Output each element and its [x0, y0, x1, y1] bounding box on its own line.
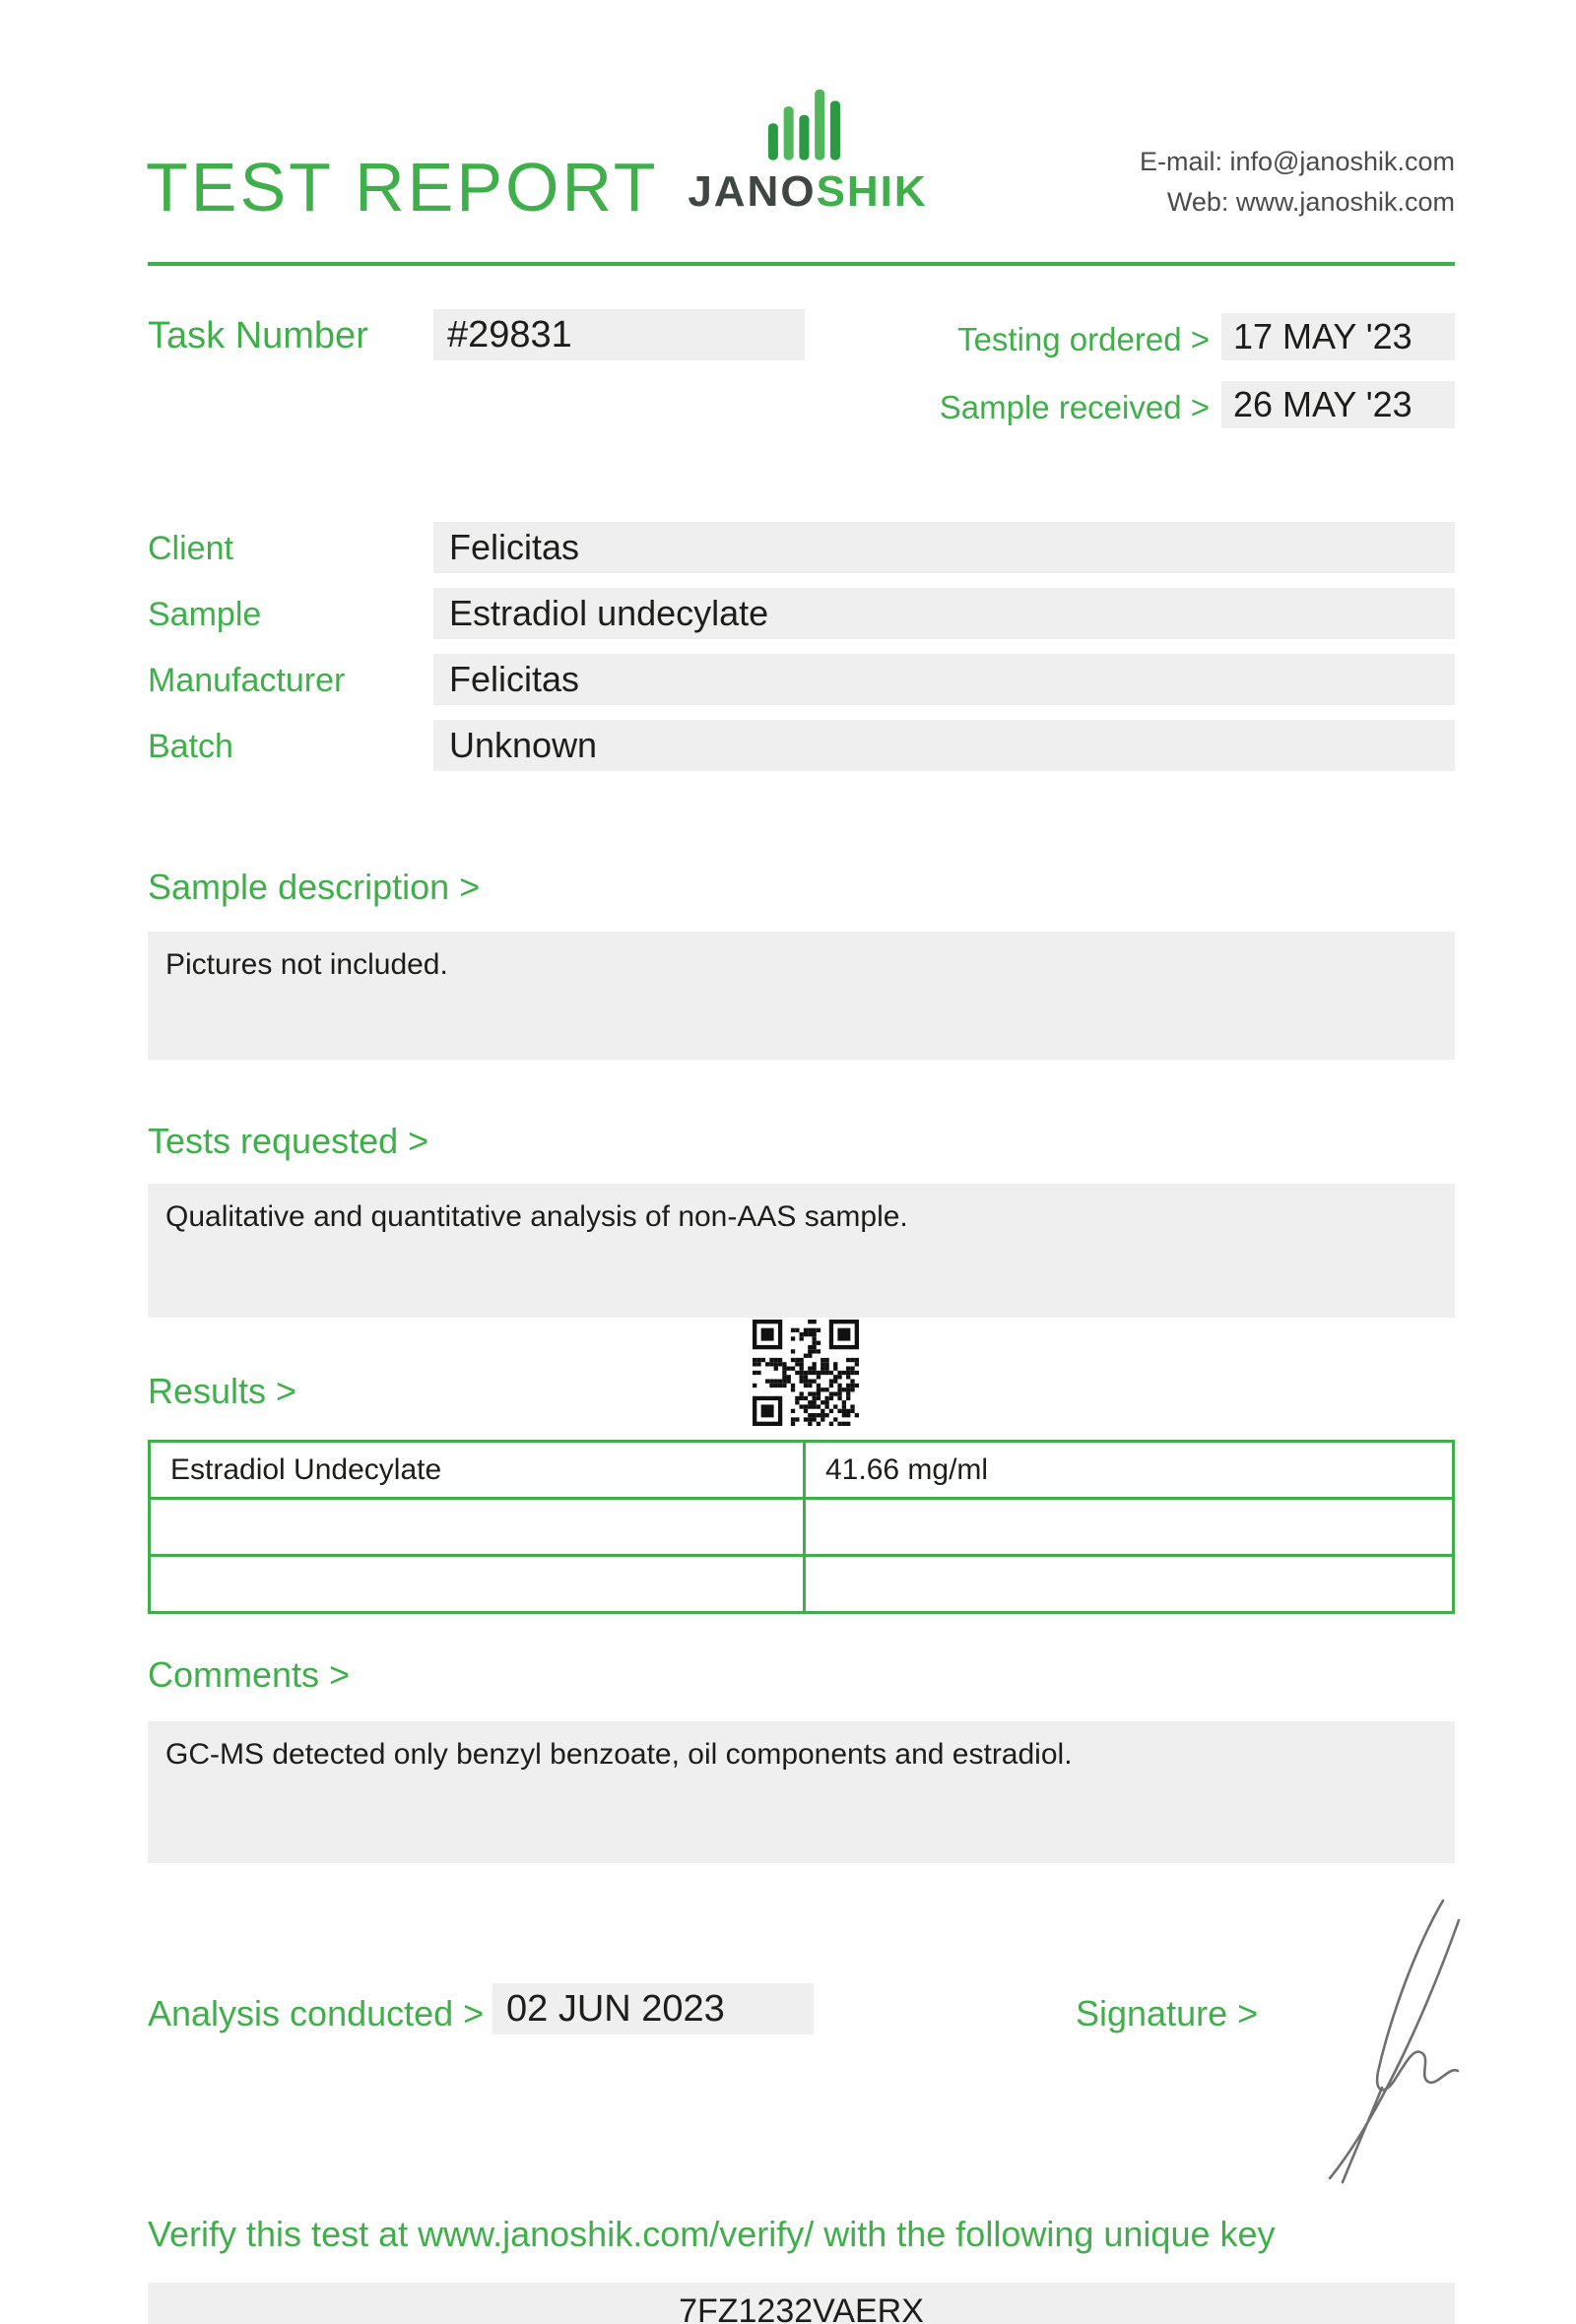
result-analyte: [150, 1499, 805, 1556]
logo-text-shik: SHIK: [816, 167, 928, 216]
comments-heading: Comments >: [148, 1654, 351, 1695]
result-value: [805, 1499, 1454, 1556]
batch-value: Unknown: [433, 720, 1455, 771]
results-heading: Results >: [148, 1371, 297, 1411]
batch-label: Batch: [148, 728, 233, 765]
signature-scribble: [1295, 1883, 1482, 2188]
analysis-conducted-label: Analysis conducted >: [148, 1993, 485, 2034]
results-table: [148, 1440, 1455, 1614]
contact-info: [1140, 142, 1455, 223]
sample-label: Sample: [148, 596, 262, 633]
results-row: [150, 1442, 1454, 1499]
sample-received-date: 26 MAY '23: [1221, 381, 1455, 428]
detail-row-batch: [148, 720, 1455, 771]
detail-row-manufacturer: [148, 654, 1455, 705]
logo-text-jano: JANO: [688, 167, 817, 216]
logo-chart-icon: [765, 75, 850, 163]
client-label: Client: [148, 530, 233, 567]
testing-ordered-label: Testing ordered >: [957, 321, 1210, 357]
verify-key: 7FZ1232VAERX: [148, 2283, 1455, 2324]
result-analyte: [150, 1556, 805, 1613]
web-line: Web: www.janoshik.com: [1166, 187, 1455, 217]
sample-description-heading: Sample description >: [148, 867, 481, 907]
sample-received-label: Sample received >: [939, 389, 1210, 425]
analysis-conducted-date: 02 JUN 2023: [492, 1983, 814, 2034]
testing-ordered-date: 17 MAY '23: [1221, 313, 1455, 360]
report-title: TEST REPORT: [146, 149, 659, 226]
verify-instruction: Verify this test at www.janoshik.com/verify/ with the following unique key: [148, 2214, 1276, 2254]
comments-text: GC-MS detected only benzyl benzoate, oil components and estradiol.: [148, 1721, 1455, 1863]
task-number-value: #29831: [433, 309, 805, 360]
header-divider: [148, 262, 1455, 266]
client-value: Felicitas: [433, 522, 1455, 573]
manufacturer-value: Felicitas: [433, 654, 1455, 705]
results-row: [150, 1556, 1454, 1613]
result-value: [805, 1556, 1454, 1613]
email-line: E-mail: info@janoshik.com: [1139, 147, 1455, 176]
signature-label: Signature >: [1076, 1993, 1259, 2034]
task-number-label: Task Number: [148, 315, 368, 356]
result-value: 41.66 mg/ml: [805, 1442, 1454, 1499]
results-row: [150, 1499, 1454, 1556]
result-analyte: Estradiol Undecylate: [150, 1442, 805, 1499]
tests-requested-text: Qualitative and quantitative analysis of non-AAS sample.: [148, 1184, 1455, 1318]
tests-requested-heading: Tests requested >: [148, 1121, 429, 1161]
sample-value: Estradiol undecylate: [433, 588, 1455, 639]
logo-wordmark: [630, 167, 985, 217]
sample-description-text: Pictures not included.: [148, 932, 1455, 1060]
manufacturer-label: Manufacturer: [148, 662, 346, 699]
detail-row-sample: [148, 588, 1455, 639]
qr-code-svg: [753, 1320, 859, 1426]
detail-row-client: [148, 522, 1455, 573]
